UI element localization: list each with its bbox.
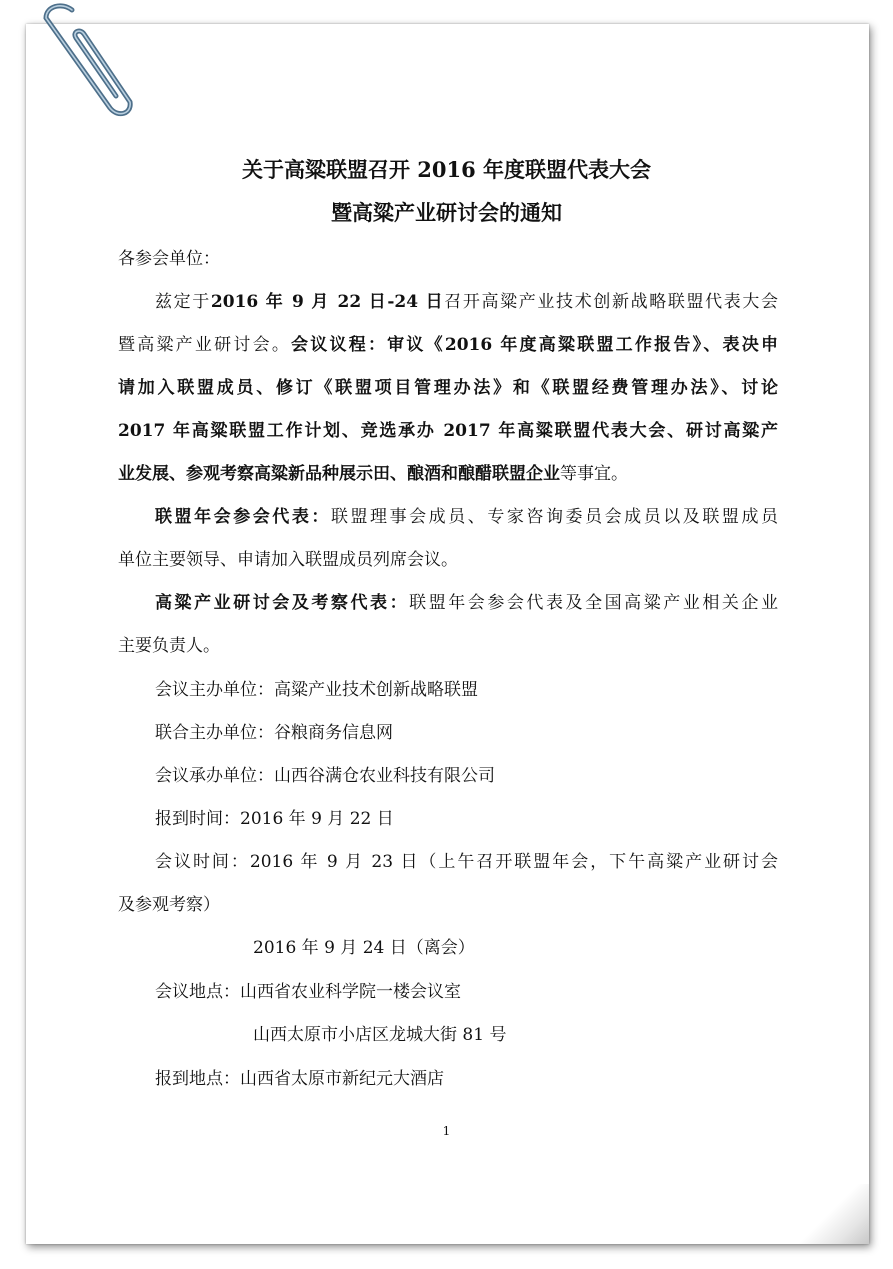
paperclip-icon — [32, 0, 142, 125]
para2-line-1: 联盟年会参会代表：联盟理事会成员、专家咨询委员会成员以及联盟成员 — [155, 507, 779, 527]
para1-line-3: 请加入联盟成员、修订《联盟项目管理办法》和《联盟经费管理办法》、讨论 — [118, 378, 778, 398]
salutation: 各参会单位： — [118, 249, 220, 269]
meeting-time-line-1: 会议时间：2016 年 9 月 23 日（上午召开联盟年会，下午高粱产业研讨会 — [155, 852, 778, 872]
para1-line-5: 业发展、参观考察高粱新品种展示田、酿酒和酿醋联盟企业等事宜。 — [118, 464, 628, 484]
title-line-1: 关于高粱联盟召开 2016 年度联盟代表大会 — [241, 157, 652, 182]
venue-line-1: 会议地点：山西省农业科学院一楼会议室 — [155, 982, 461, 1002]
organizer-unit: 会议承办单位：山西谷满仓农业科技有限公司 — [155, 766, 495, 786]
para1-line-1: 兹定于2016 年 9 月 22 日-24 日召开高粱产业技术创新战略联盟代表大会 — [155, 292, 779, 312]
para3-line-1: 高粱产业研讨会及考察代表：联盟年会参会代表及全国高粱产业相关企业 — [155, 593, 779, 613]
para1-line-4: 2017 年高粱联盟工作计划、竞选承办 2017 年高粱联盟代表大会、研讨高粱产 — [118, 421, 778, 441]
para1-line-2: 暨高粱产业研讨会。会议议程：审议《2016 年度高粱联盟工作报告》、表决申 — [118, 335, 779, 355]
page-number: 1 — [442, 1124, 451, 1138]
checkin-time: 报到时间：2016 年 9 月 22 日 — [155, 809, 394, 829]
checkin-place: 报到地点：山西省太原市新纪元大酒店 — [155, 1069, 444, 1089]
venue-line-2: 山西太原市小店区龙城大街 81 号 — [253, 1025, 507, 1045]
meeting-time-line-3: 2016 年 9 月 24 日（离会） — [253, 938, 475, 958]
title-line-2: 暨高粱产业研讨会的通知 — [331, 200, 562, 225]
page-curl — [799, 1184, 869, 1244]
para3-line-2: 主要负责人。 — [118, 636, 220, 656]
host-unit: 会议主办单位：高粱产业技术创新战略联盟 — [155, 680, 478, 700]
para2-line-2: 单位主要领导、申请加入联盟成员列席会议。 — [118, 550, 458, 570]
cohost-unit: 联合主办单位：谷粮商务信息网 — [155, 723, 393, 743]
meeting-time-line-2: 及参观考察） — [118, 895, 220, 915]
